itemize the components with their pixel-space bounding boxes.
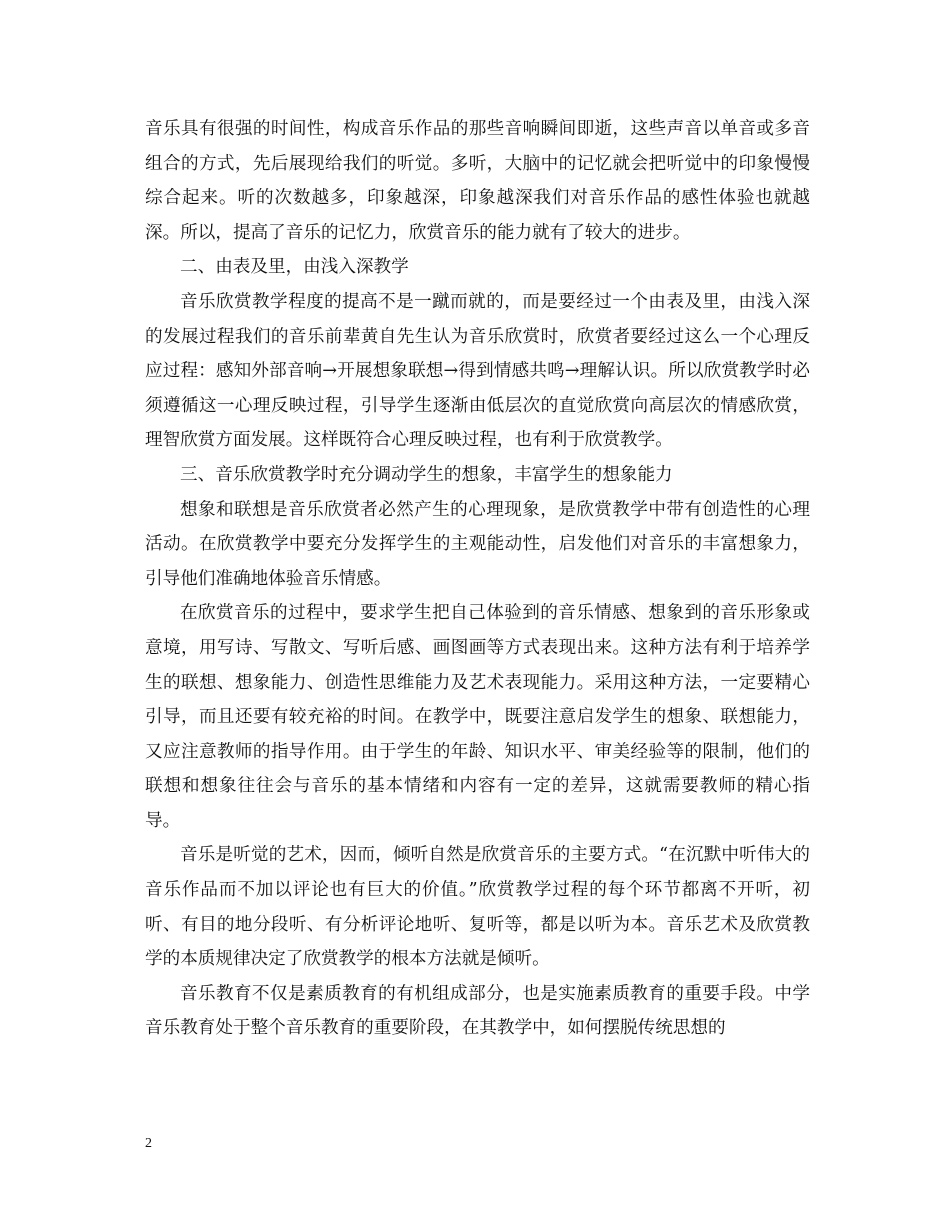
body-paragraph: 想象和联想是音乐欣赏者必然产生的心理现象，是欣赏教学中带有创造性的心理活动。在欣赏教学中要充分发挥学生的主观能动性，启发他们对音乐的丰富想象力，引导他们准确地体验音乐情感。 bbox=[145, 499, 810, 589]
page-number: 2 bbox=[145, 1136, 152, 1151]
body-paragraph: 音乐教育不仅是素质教育的有机组成部分，也是实施素质教育的重要手段。中学音乐教育处于整个音乐教育的重要阶段，在其教学中，如何摆脱传统思想的 bbox=[145, 983, 810, 1039]
body-paragraph: 在欣赏音乐的过程中，要求学生把自己体验到的音乐情感、想象到的音乐形象或意境，用写诗、写散文、写听后感、画图画等方式表现出来。这种方法有利于培养学生的联想、想象能力、创造性思维能力及艺术表现能力。采用这种方法，一定要精心引导，而且还要有较充裕的时间。在教学中，既要注意启发学生的想象、联想能力，又应注意教师的指导作用。由于学生的年龄、知识水平、审美经验等的限制，他们的联想和想象往往会与音乐的基本情绪和内容有一定的差异，这就需要教师的精心指导。 bbox=[145, 603, 810, 831]
body-paragraph: 音乐是听觉的艺术，因而，倾听自然是欣赏音乐的主要方式。“在沉默中听伟大的音乐作品而不加以评论也有巨大的价值。”欣赏教学过程的每个环节都离不开听，初听、有目的地分段听、有分析评论地听、复听等，都是以听为本。音乐艺术及欣赏教学的本质规律决定了欣赏教学的根本方法就是倾听。 bbox=[145, 845, 810, 970]
section-heading: 二、由表及里，由浅入深教学 bbox=[180, 257, 409, 278]
body-paragraph: 音乐具有很强的时间性，构成音乐作品的那些音响瞬间即逝，这些声音以单音或多音组合的方式，先后展现给我们的听觉。多听，大脑中的记忆就会把听觉中的印象慢慢综合起来。听的次数越多，印象越深，印象越深我们对音乐作品的感性体验也就越深。所以，提高了音乐的记忆力，欣赏音乐的能力就有了较大的进步。 bbox=[145, 119, 810, 243]
section-heading: 三、音乐欣赏教学时充分调动学生的想象，丰富学生的想象能力 bbox=[180, 464, 673, 485]
document-page bbox=[145, 112, 810, 1046]
body-paragraph: 音乐欣赏教学程度的提高不是一蹴而就的，而是要经过一个由表及里，由浅入深的发展过程我们的音乐前辈黄自先生认为音乐欣赏时，欣赏者要经过这么一个心理反应过程：感知外部音响→开展想象联想→得到情感共鸣→理解认识。所以欣赏教学时必须遵循这一心理反映过程，引导学生逐渐由低层次的直觉欣赏向高层次的情感欣赏，理智欣赏方面发展。这样既符合心理反映过程，也有利于欣赏教学。 bbox=[145, 291, 810, 451]
